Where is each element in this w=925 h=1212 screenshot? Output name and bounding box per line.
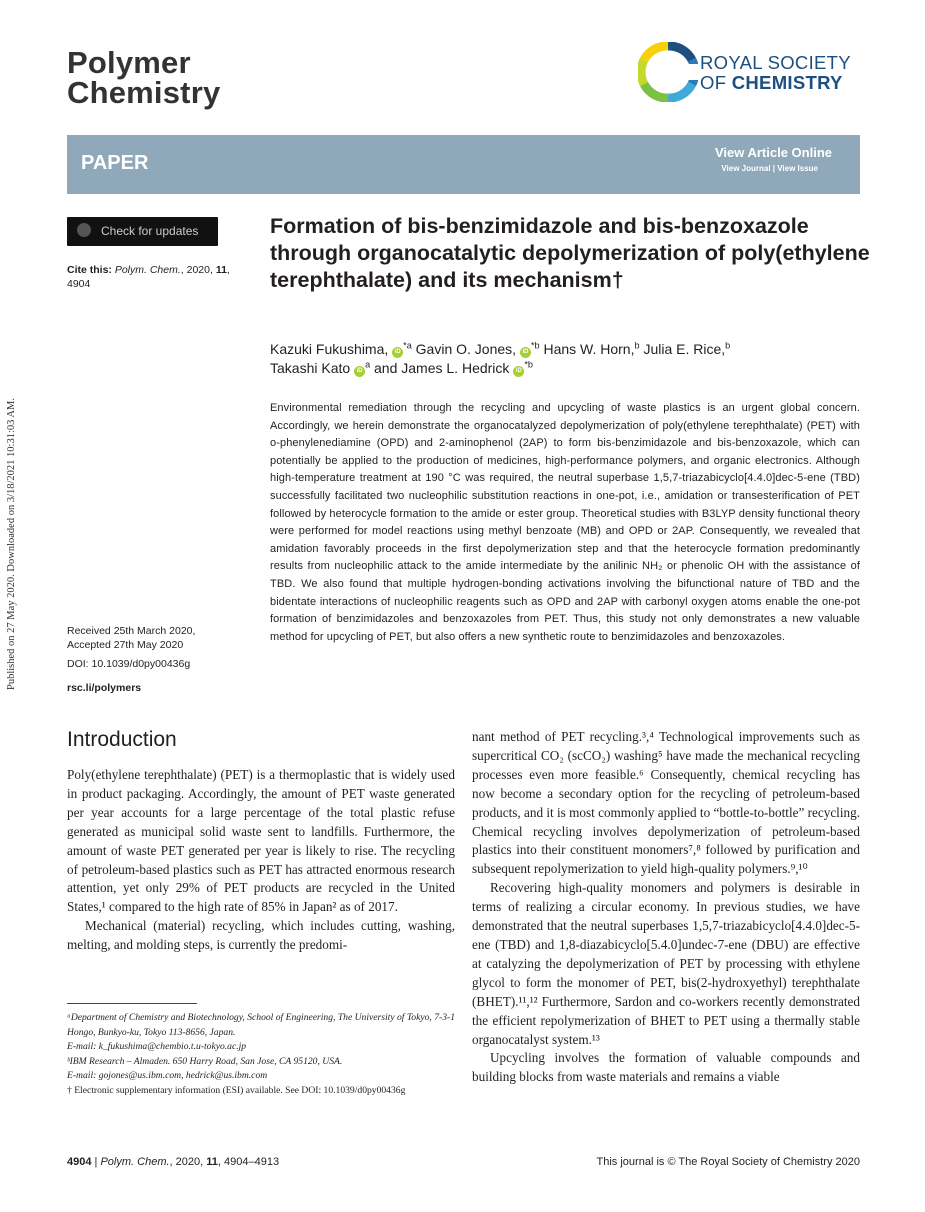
paragraph: Poly(ethylene terephthalate) (PET) is a thermoplastic that is widely used in product packaging. Accordingly, the amount of PET waste generated per year accounts for a large percentage of the total plastic refuse generated as municipal solid waste sent to landfills. Furthermore, the amount of waste PET generated per year is likely to rise. The recycling of petroleum-based plastics such as PET has attracted enormous research attention, yet only 29% of PET products are recycled in the United States,¹ compared to the high rate of 85% in Japan² as of 2017. [67, 767, 455, 915]
article-title: Formation of bis-benzimidazole and bis-benzoxazole through organocatalytic depolymerization of poly(ethylene terephthalate) and its mechanism† [270, 214, 870, 292]
paragraph: Mechanical (material) recycling, which includes cutting, washing, melting, and molding steps, is currently the predomi- [67, 918, 455, 953]
footer-citation [67, 1156, 279, 1168]
view-links: View Journal | View Issue [721, 164, 818, 173]
footer-volume: 11 [206, 1156, 218, 1168]
journal-title [67, 45, 221, 110]
publisher-name [700, 53, 851, 93]
author-name: Gavin O. Jones, [415, 341, 517, 357]
view-journal-link[interactable]: View Journal [721, 164, 771, 173]
orcid-icon[interactable]: iD [392, 347, 403, 358]
author-affiliation: *a [403, 340, 412, 351]
abstract: Environmental remediation through the recycling and upcycling of waste plastics is an urgent global concern. Accordingly, we herein demonstrate the organocatalyzed depolymerization of poly(ethylene terephthalate) (PET) with o-phenylenediamine (OPD) and 2-aminophenol (2AP) to form bis-benzimidazole and bis-benzoxazole, which can potentially be applied to the production of medicines, high-performance polymers, and organic electronics. Although high-temperature treatment at 190 °C was required, the neutral superbase 1,5,7-triazabicyclo[4.4.0]dec-5-ene (TBD) successfully facilitated two nucleophilic substitution reactions in one-pot, i.e., amidation or transesterification of PET followed by heterocycle formation to the amide or ester group. Theoretical studies with B3LYP density functional theory were performed for model reactions using methyl benzoate (MB) and OPD or 2AP. Consequently, we revealed that amidation favorably proceeds in the first depolymerization step and that the heterocycle formation predominantly results from nucleophilic attack to the amide intermediate by the anilinic NH₂ or phenolic OH with the assistance of TBD. We also found that multiple hydrogen-bonding activations involving the bifunctional nature of TBD and the bidentate interactions of nucleophilic reagents such as OPD and 2AP with carbonyl oxygen atoms enable the one-pot formation of benzimidazoles and benzoxazoles from PET. Thus, this study not only demonstrates a new valuable method for upcycling of PET, but also offers a new synthetic route to benzimidazoles and benzoxazoles. [270, 402, 860, 643]
email-b: E-mail: gojones@us.ibm.com, hedrick@us.ibm.com [67, 1070, 268, 1081]
email-a: E-mail: k_fukushima@chembio.t.u-tokyo.ac.jp [67, 1041, 247, 1052]
cite-journal: Polym. Chem. [114, 264, 181, 276]
orcid-icon[interactable]: iD [520, 347, 531, 358]
column-right [472, 728, 860, 1087]
paragraph: Upcycling involves the formation of valuable compounds and building blocks from waste materials and remains a viable [472, 1050, 860, 1085]
view-article-online-link[interactable]: View Article Online [714, 145, 832, 160]
journal-title-line1: Polymer [67, 45, 191, 80]
author-affiliation: b [725, 340, 731, 351]
author-list [270, 340, 860, 378]
publisher-line2-prefix: OF [700, 72, 732, 93]
cite-year: , 2020, [180, 264, 216, 276]
footnote-divider [67, 1003, 197, 1004]
footnotes [67, 1011, 455, 1098]
orcid-icon[interactable]: iD [513, 366, 524, 377]
cite-page: , 4904 [67, 264, 230, 290]
author-name: Julia E. Rice, [643, 341, 726, 357]
accepted-date: Accepted 27th May 2020 [67, 639, 184, 651]
article-type: PAPER [81, 152, 149, 174]
rsc-logo-icon [638, 42, 698, 102]
cite-this [67, 263, 252, 291]
check-for-updates-button[interactable] [67, 217, 218, 246]
view-issue-link[interactable]: View Issue [777, 164, 818, 173]
author-affiliation: a [365, 359, 371, 370]
check-updates-label: Check for updates [101, 224, 199, 238]
page-number: 4904 [67, 1156, 92, 1168]
author-name: Takashi Kato [270, 360, 351, 376]
doi[interactable]: DOI: 10.1039/d0py00436g [67, 658, 191, 670]
cite-label: Cite this: [67, 264, 112, 276]
footer-year: , 2020, [169, 1156, 207, 1168]
author-name: Kazuki Fukushima, [270, 341, 389, 357]
journal-title-line2: Chemistry [67, 75, 221, 110]
publisher-line2-bold: CHEMISTRY [731, 72, 843, 93]
footer-pages: , 4904–4913 [217, 1156, 280, 1168]
received-date: Received 25th March 2020, [67, 625, 196, 637]
footer-copyright: This journal is © The Royal Society of Chemistry 2020 [596, 1156, 860, 1168]
column-left [67, 766, 455, 955]
author-name: and James L. Hedrick [374, 360, 510, 376]
author-affiliation: *b [530, 340, 540, 351]
update-icon [77, 223, 91, 237]
footer-separator: | [91, 1156, 101, 1168]
journal-site-link[interactable]: rsc.li/polymers [67, 682, 142, 694]
author-affiliation: *b [524, 359, 533, 370]
section-heading-introduction: Introduction [67, 728, 177, 751]
download-stamp: Published on 27 May 2020. Downloaded on 3/18/2021 10:31:03 AM. [6, 398, 17, 690]
cite-volume: 11 [215, 264, 227, 276]
paragraph: Recovering high-quality monomers and polymers is desirable in terms of realizing a circular economy. In previous studies, we have demonstrated that the neutral superbases 1,5,7-triazabicyclo[4.4.0]dec-5-ene (TBD) and 1,8-diazabicyclo[5.4.0]undec-7-ene (DBU) are effective at catalyzing the depolymerization of PET by processing with ethylene glycol to form the monomer of PET, bis(2-hydroxyethyl) terephthalate (BHET).¹¹,¹² Furthermore, Sardon and co-workers recently demonstrated the efficient repolymerization of BHET to PET using a thermally stable organocatalyst system.¹³ [472, 880, 860, 1047]
author-affiliation: b [634, 340, 640, 351]
orcid-icon[interactable]: iD [354, 366, 365, 377]
dates [67, 624, 252, 652]
affiliation-a: ᵃDepartment of Chemistry and Biotechnology, School of Engineering, The University of Tokyo, 7-3-1 Hongo, Bunkyo-ku, Tokyo 113-8656, Japan. [67, 1012, 455, 1038]
footer-journal: Polym. Chem. [100, 1156, 170, 1168]
paragraph: nant method of PET recycling.³,⁴ Technological improvements such as supercritical CO₂ (scCO₂) washing⁵ have made the mechanical recycling processes even more feasible.⁶ Consequently, chemical recycling has now become a secondary option for the recycling of petroleum-based products, and it is most commonly applied to “bottle-to-bottle” recycling. Chemical recycling involves depolymerization of petroleum-based plastics into their constituent monomers⁷,⁸ followed by purification and subsequent repolymerization to yield high-quality polymers.⁹,¹⁰ [472, 729, 860, 877]
author-name: Hans W. Horn, [543, 341, 635, 357]
esi-note: † Electronic supplementary information (ESI) available. See DOI: 10.1039/d0py00436g [67, 1084, 406, 1096]
affiliation-b: ᵇIBM Research – Almaden. 650 Harry Road, San Jose, CA 95120, USA. [67, 1055, 343, 1067]
article-type-banner [67, 135, 860, 194]
publisher-line1: ROYAL SOCIETY [700, 52, 851, 73]
